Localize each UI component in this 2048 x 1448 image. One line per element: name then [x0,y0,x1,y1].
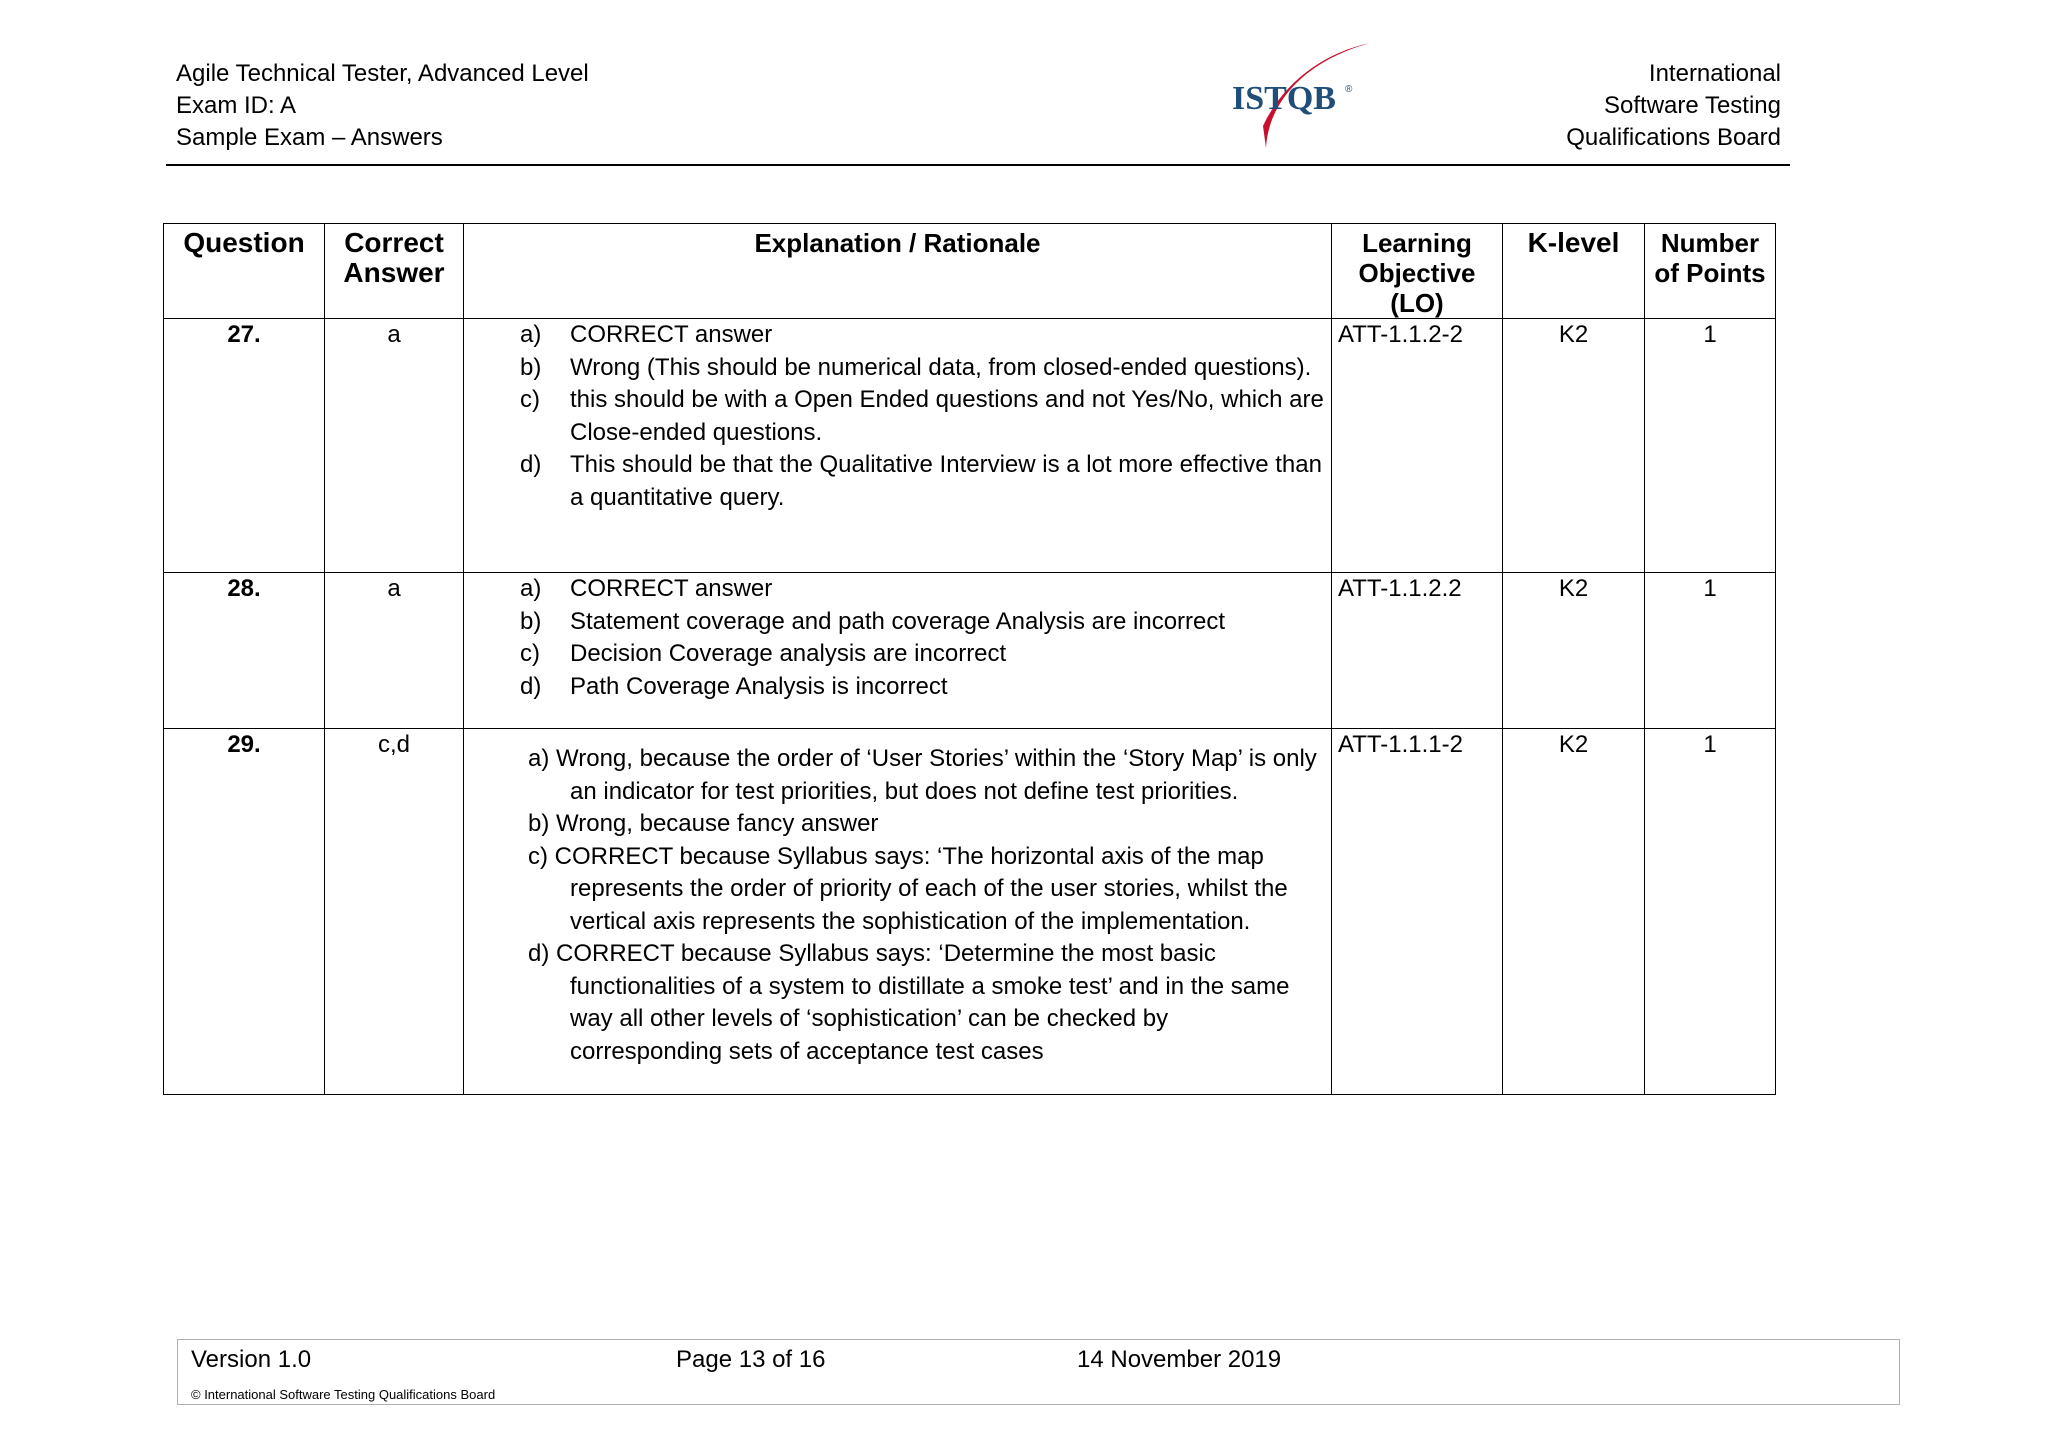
header-number-of-points: Number of Points [1645,224,1776,319]
logo-registered-mark: ® [1345,84,1353,95]
explanation-item [470,352,1325,385]
page-footer [177,1339,1900,1405]
explanation-item: c) CORRECT because Syllabus says: ‘The horizontal axis of the map represents the order of priority of each of the user stories, whilst the vertical axis represents the sophistication of the implementation. [528,842,1288,935]
explanation-item [470,638,1325,671]
header-org-line-3: Qualifications Board [1566,124,1781,151]
header-org-line-1: International [1648,60,1781,87]
header-k-level: K-level [1503,224,1645,319]
header-exam-id: Exam ID: A [176,92,297,119]
explanation-item [470,573,1325,606]
item-text: Statement coverage and path coverage Analysis are incorrect [570,607,1226,635]
points: 1 [1645,729,1776,1095]
header-title: Agile Technical Tester, Advanced Level [176,60,589,87]
table-row [164,319,1776,573]
explanation-list [470,319,1325,514]
item-marker: d) [520,451,542,478]
item-marker: a) [520,575,542,602]
explanation-list [470,743,1325,1068]
item-marker: a) [520,321,542,348]
explanation-cell [464,729,1332,1095]
footer-copyright: © International Software Testing Qualifications Board [191,1387,496,1402]
question-number: 29. [164,729,325,1095]
item-text: this should be with a Open Ended questions and not Yes/No, which are Close-ended questions. [570,386,1324,446]
explanation-item [470,384,1325,449]
k-level: K2 [1503,319,1645,573]
answers-table [163,223,1776,1095]
table-row [164,729,1776,1095]
item-text: Decision Coverage analysis are incorrect [570,640,1007,667]
item-marker: c) [520,640,540,667]
header-question: Question [164,224,325,319]
logo-text: ISTQB [1232,80,1336,117]
header-explanation: Explanation / Rationale [464,224,1332,319]
istqb-logo [1228,38,1378,150]
header-subtitle: Sample Exam – Answers [176,124,443,151]
header-organization [1566,58,1781,154]
item-marker: b) [520,607,542,635]
table-header-row [164,224,1776,319]
explanation-item [470,319,1325,352]
footer-version: Version 1.0 [191,1346,312,1373]
item-marker: c) [520,386,540,413]
item-text: CORRECT answer [570,321,773,348]
explanation-cell [464,573,1332,729]
correct-answer: c,d [325,729,464,1095]
header-learning-objective: Learning Objective (LO) [1332,224,1503,319]
item-text: Path Coverage Analysis is incorrect [570,672,948,700]
header-org-line-2: Software Testing [1604,92,1781,119]
header-correct-answer: Correct Answer [325,224,464,319]
k-level: K2 [1503,573,1645,729]
correct-answer: a [325,573,464,729]
header-divider [166,164,1790,166]
item-text: This should be that the Qualitative Interview is a lot more effective than a quantitative query. [570,451,1322,511]
correct-answer: a [325,319,464,573]
explanation-item: a) Wrong, because the order of ‘User Stories’ within the ‘Story Map’ is only an indicator for test priorities, but does not define test priorities. [528,745,1317,805]
explanation-list [470,573,1325,703]
footer-date: 14 November 2019 [1077,1346,1282,1373]
question-number: 27. [164,319,325,573]
learning-objective: ATT-1.1.2.2 [1332,573,1503,729]
learning-objective: ATT-1.1.2-2 [1332,319,1503,573]
explanation-item: b) Wrong, because fancy answer [528,810,879,837]
points: 1 [1645,319,1776,573]
item-marker: d) [520,672,542,700]
item-marker: b) [520,353,542,381]
k-level: K2 [1503,729,1645,1095]
item-text: Wrong (This should be numerical data, from closed-ended questions). [570,353,1312,381]
item-text: CORRECT answer [570,575,773,602]
question-number: 28. [164,573,325,729]
explanation-item [470,449,1325,514]
footer-page-number: Page 13 of 16 [676,1346,826,1373]
points: 1 [1645,573,1776,729]
explanation-item [470,671,1325,704]
table-row [164,573,1776,729]
learning-objective: ATT-1.1.1-2 [1332,729,1503,1095]
explanation-item [470,606,1325,639]
header-document-info [176,58,589,154]
explanation-item: d) CORRECT because Syllabus says: ‘Determine the most basic functionalities of a system to distillate a smoke test’ and in the same way all other levels of ‘sophistication’ can be checked by corresponding sets of acceptance test cases [528,940,1290,1065]
explanation-cell [464,319,1332,573]
